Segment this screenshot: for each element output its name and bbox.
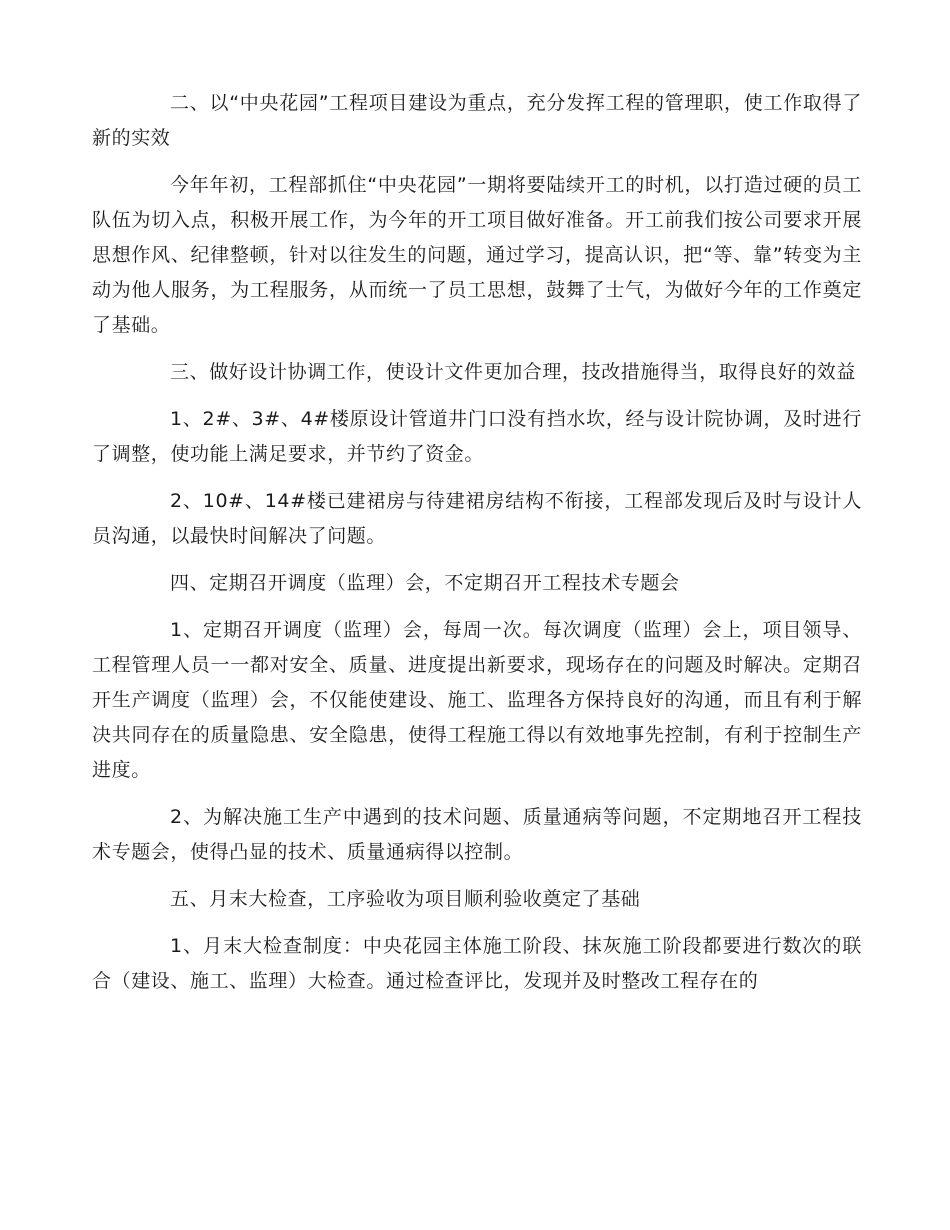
section-heading-5: 五、月末大检查，工序验收为项目顺利验收奠定了基础 [170,888,641,910]
section-heading-4: 四、定期召开调度（监理）会，不定期召开工程技术专题会 [170,572,680,594]
section-heading-3: 三、做好设计协调工作，使设计文件更加合理，技改措施得当，取得良好的效益 [170,361,857,383]
list-item-5-1: 1、月末大检查制度：中央花园主体施工阶段、抹灰施工阶段都要进行数次的联合（建设、施工、监理）大检查。通过检查评比，发现并及时整改工程存在的 [92,935,862,992]
document-body [92,86,862,1011]
list-item-3-2: 2、10#、14#楼已建裙房与待建裙房结构不衔接，工程部发现后及时与设计人员沟通，以最快时间解决了问题。 [92,490,862,547]
list-item-4-1: 1、定期召开调度（监理）会，每周一次。每次调度（监理）会上，项目领导、工程管理人员一一都对安全、质量、进度提出新要求，现场存在的问题及时解决。定期召开生产调度（监理）会，不仅能使建设、施工、监理各方保持良好的沟通，而且有利于解决共同存在的质量隐患、安全隐患，使得工程施工得以有效地事先控制，有利于控制生产进度。 [92,619,862,781]
list-item-4-2: 2、为解决施工生产中遇到的技术问题、质量通病等问题，不定期地召开工程技术专题会，使得凸显的技术、质量通病得以控制。 [92,806,862,863]
section-heading-2: 二、以“中央花园”工程项目建设为重点，充分发挥工程的管理职，使工作取得了新的实效 [92,92,862,149]
body-paragraph: 今年年初，工程部抓住“中央花园”一期将要陆续开工的时机，以打造过硬的员工队伍为切入点，积极开展工作，为今年的开工项目做好准备。开工前我们按公司要求开展思想作风、纪律整顿，针对以往发生的问题，通过学习，提高认识，把“等、靠”转变为主动为他人服务，为工程服务，从而统一了员工思想，鼓舞了士气，为做好今年的工作奠定了基础。 [92,174,862,336]
list-item-3-1: 1、2#、3#、4#楼原设计管道井门口没有挡水坎，经与设计院协调，及时进行了调整，使功能上满足要求，并节约了资金。 [92,408,862,465]
